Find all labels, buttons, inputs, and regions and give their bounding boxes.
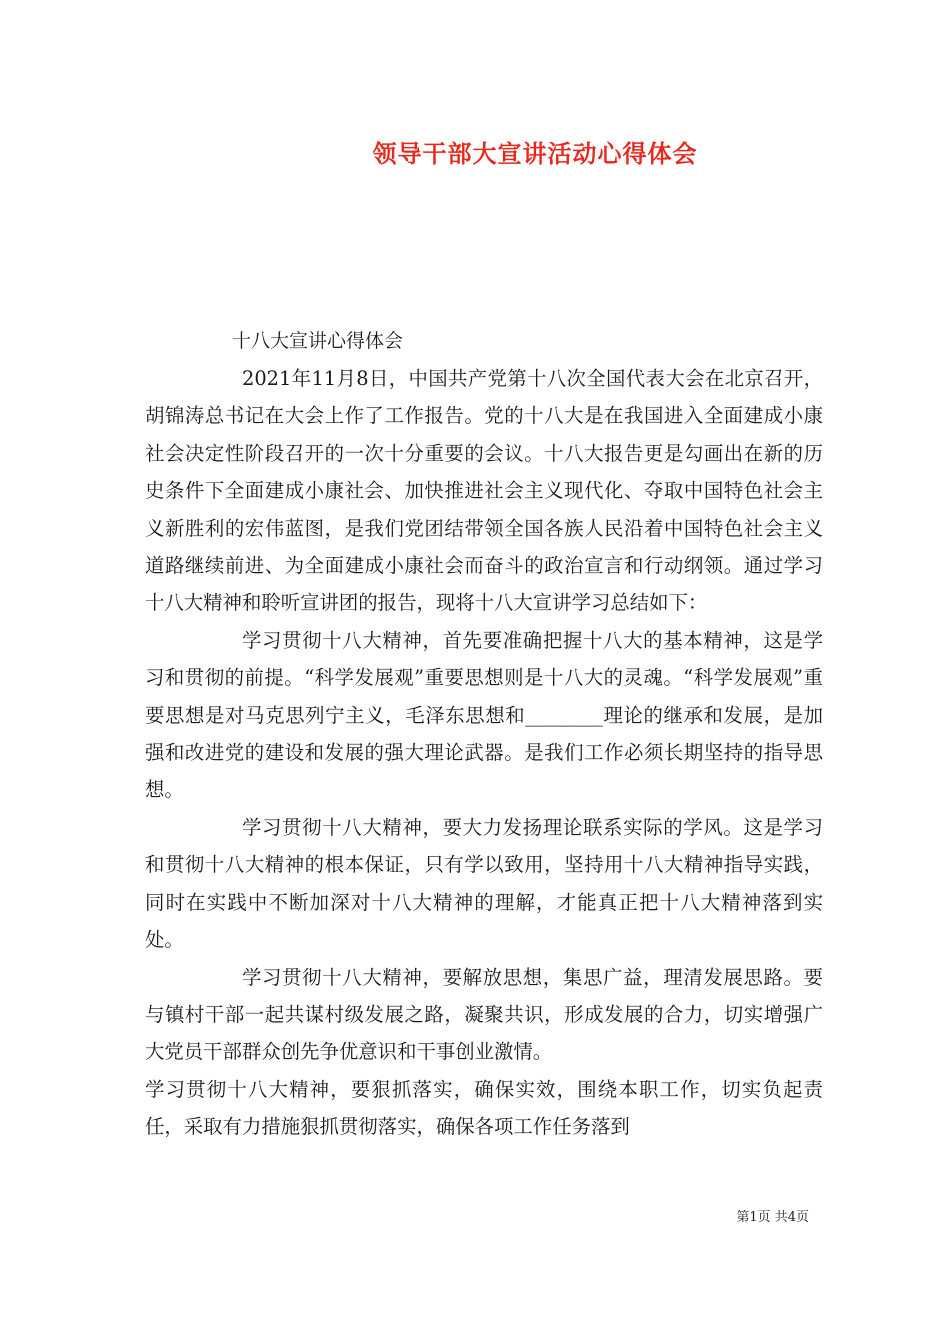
page-number: 第1页 共4页: [736, 1210, 809, 1225]
paragraph-intro: 2021年11月8日，中国共产党第十八次全国代表大会在北京召开，胡锦涛总书记在大会上作了工作报告。党的十八大是在我国进入全面建成小康社会决定性阶段召开的一次十分重要的会议。十八大报告更是勾画出在新的历史条件下全面建成小康社会、加快推进社会主义现代化、夺取中国特色社会主义新胜利的宏伟蓝图，是我们党团结带领全国各族人民沿着中国特色社会主义道路继续前进、为全面建成小康社会而奋斗的政治宣言和行动纲领。通过学习十八大精神和聆听宣讲团的报告，现将十八大宣讲学习总结如下：: [145, 367, 823, 615]
paragraph-emancipate-mind: 学习贯彻十八大精神，要解放思想，集思广益，理清发展思路。要与镇村干部一起共谋村级发展之路，凝聚共识，形成发展的合力，切实增强广大党员干部群众创先争优意识和干事创业激情。: [145, 965, 823, 1064]
paragraph-study-style: 学习贯彻十八大精神，要大力发扬理论联系实际的学风。这是学习和贯彻十八大精神的根本保证，只有学以致用，坚持用十八大精神指导实践，同时在实践中不断加深对十八大精神的理解，才能真正把十八大精神落到实处。: [145, 815, 823, 952]
document-title: 领导干部大宣讲活动心得体会: [372, 139, 698, 168]
paragraph-implementation: 学习贯彻十八大精神，要狠抓落实，确保实效，围绕本职工作，切实负起责任，采取有力措施狠抓贯彻落实，确保各项工作任务落到: [145, 1077, 823, 1139]
document-subtitle: 十八大宣讲心得体会: [232, 330, 404, 352]
document-body: [145, 360, 823, 1146]
paragraph-basic-spirit: 学习贯彻十八大精神，首先要准确把握十八大的基本精神，这是学习和贯彻的前提。“科学发展观”重要思想则是十八大的灵魂。“科学发展观”重要思想是对马克思列宁主义，毛泽东思想和________理论的继承和发展，是加强和改进党的建设和发展的强大理论武器。是我们工作必须长期坚持的指导思想。: [145, 628, 823, 802]
